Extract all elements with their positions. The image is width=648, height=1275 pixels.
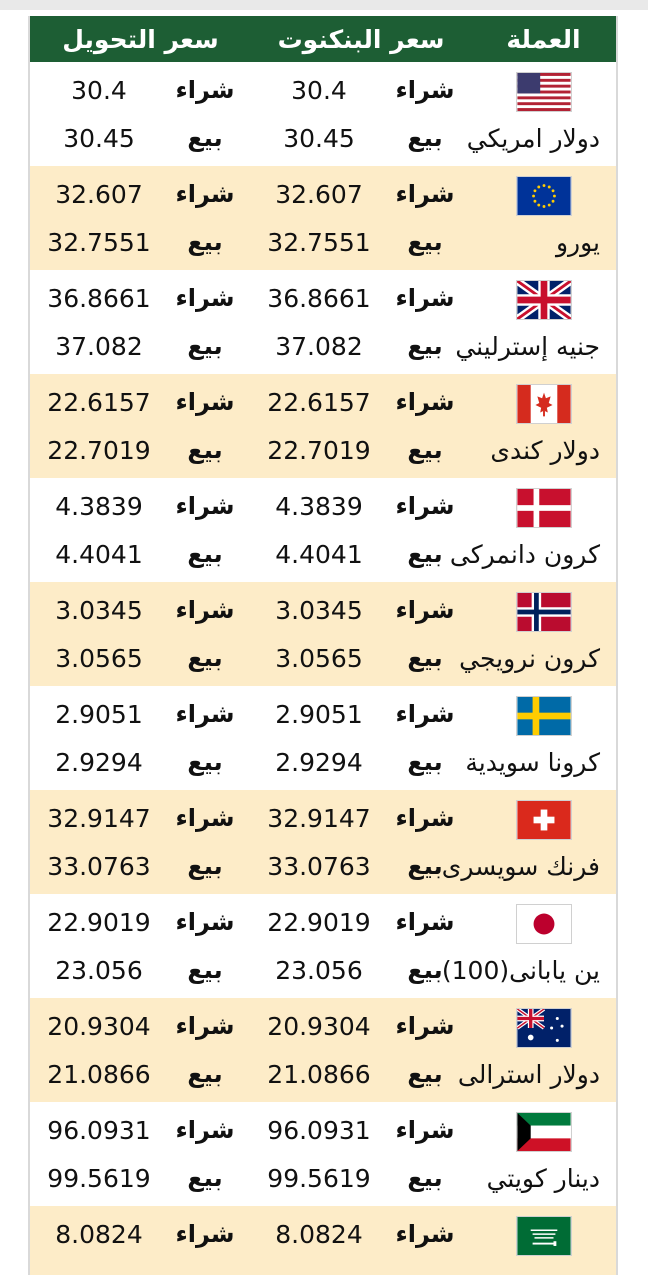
currency-cell xyxy=(465,686,616,790)
transfer-sell-line xyxy=(30,426,251,474)
bank-sell-value: 33.0763 xyxy=(267,851,371,881)
header-bank-rate: سعر البنكنوت xyxy=(277,24,445,54)
sell-label: بيع xyxy=(187,124,223,152)
bank-buy-value: 32.607 xyxy=(275,179,363,209)
buy-label: شراء xyxy=(175,284,235,312)
sell-label: بيع xyxy=(187,852,223,880)
sell-label: بيع xyxy=(407,1060,443,1088)
bank-sell-value: 22.7019 xyxy=(267,435,371,465)
bank-buy-value: 3.0345 xyxy=(275,595,363,625)
sell-label: بيع xyxy=(407,540,443,568)
transfer-sell-line xyxy=(30,1154,251,1202)
currency-cell xyxy=(441,894,616,998)
bank-buy-value: 8.0824 xyxy=(275,1219,363,1249)
bank-sell-line xyxy=(251,530,471,578)
currency-name: فرنك سويسرى xyxy=(441,852,600,881)
australia-flag-icon xyxy=(516,1008,572,1048)
canada-flag-icon xyxy=(516,384,572,424)
table-row xyxy=(30,998,616,1102)
buy-label: شراء xyxy=(395,1116,455,1144)
buy-label: شراء xyxy=(175,388,235,416)
transfer-buy-line xyxy=(30,898,251,946)
sweden-flag-icon xyxy=(516,696,572,736)
bank-buy-value: 4.3839 xyxy=(275,491,363,521)
denmark-flag-icon xyxy=(516,488,572,528)
bank-sell-line xyxy=(251,426,471,474)
buy-label: شراء xyxy=(175,492,235,520)
currency-cell xyxy=(471,374,616,478)
transfer-rate-cell xyxy=(30,790,251,894)
table-header xyxy=(30,16,616,62)
bank-buy-line xyxy=(251,1210,471,1258)
buy-label: شراء xyxy=(175,1012,235,1040)
buy-label: شراء xyxy=(395,284,455,312)
bank-sell-value: 32.7551 xyxy=(267,227,371,257)
buy-label: شراء xyxy=(175,804,235,832)
sell-label: بيع xyxy=(187,1164,223,1192)
switzerland-flag-icon xyxy=(516,800,572,840)
sell-label: بيع xyxy=(187,748,223,776)
currency-cell xyxy=(466,62,616,166)
transfer-buy-value: 22.6157 xyxy=(47,387,151,417)
transfer-buy-value: 96.0931 xyxy=(47,1115,151,1145)
sell-label: بيع xyxy=(187,956,223,984)
buy-label: شراء xyxy=(395,76,455,104)
bank-rate-cell xyxy=(251,478,471,582)
bank-sell-line xyxy=(251,114,471,162)
table-row xyxy=(30,374,616,478)
currency-cell xyxy=(441,790,616,894)
table-row xyxy=(30,582,616,686)
transfer-sell-line xyxy=(30,1258,251,1275)
currency-name: دينار كويتي xyxy=(486,1164,600,1193)
currency-cell xyxy=(449,478,616,582)
transfer-sell-value: 37.082 xyxy=(55,331,143,361)
transfer-rate-cell xyxy=(30,582,251,686)
bank-rate-cell xyxy=(251,686,471,790)
buy-label: شراء xyxy=(395,492,455,520)
transfer-sell-value: 3.0565 xyxy=(55,643,143,673)
bank-rate-cell xyxy=(251,270,471,374)
transfer-rate-cell xyxy=(30,686,251,790)
transfer-buy-line xyxy=(30,170,251,218)
transfer-sell-value: 30.45 xyxy=(63,123,135,153)
sell-label: بيع xyxy=(407,124,443,152)
bank-buy-line xyxy=(251,898,471,946)
buy-label: شراء xyxy=(395,180,455,208)
bank-sell-line xyxy=(251,1258,471,1275)
bank-sell-value: 23.056 xyxy=(275,955,363,985)
japan-flag-icon xyxy=(516,904,572,944)
bank-buy-line xyxy=(251,482,471,530)
buy-label: شراء xyxy=(395,700,455,728)
transfer-buy-line xyxy=(30,690,251,738)
transfer-rate-cell xyxy=(30,166,251,270)
sell-label: بيع xyxy=(187,540,223,568)
bank-sell-line xyxy=(251,218,471,266)
bank-rate-cell xyxy=(251,582,471,686)
transfer-buy-value: 4.3839 xyxy=(55,491,143,521)
uk-flag-icon xyxy=(516,280,572,320)
sell-label: بيع xyxy=(407,748,443,776)
transfer-rate-cell xyxy=(30,270,251,374)
bank-buy-line xyxy=(251,170,471,218)
eu-flag-icon xyxy=(516,176,572,216)
transfer-rate-cell xyxy=(30,1206,251,1275)
bank-buy-line xyxy=(251,690,471,738)
buy-label: شراء xyxy=(395,596,455,624)
kuwait-flag-icon xyxy=(516,1112,572,1152)
buy-label: شراء xyxy=(395,1220,455,1248)
us-flag-icon xyxy=(516,72,572,112)
currency-name: كرون دانمركى xyxy=(449,540,600,569)
transfer-sell-line xyxy=(30,530,251,578)
bank-rate-cell xyxy=(251,894,471,998)
currency-cell xyxy=(459,582,616,686)
bank-buy-value: 20.9304 xyxy=(267,1011,371,1041)
sell-label: بيع xyxy=(407,332,443,360)
transfer-sell-value: 2.9294 xyxy=(55,747,143,777)
bank-sell-line xyxy=(251,1154,471,1202)
buy-label: شراء xyxy=(395,1012,455,1040)
bank-sell-line xyxy=(251,738,471,786)
buy-label: شراء xyxy=(175,76,235,104)
bank-rate-cell xyxy=(251,790,471,894)
transfer-buy-value: 20.9304 xyxy=(47,1011,151,1041)
transfer-sell-line xyxy=(30,218,251,266)
transfer-buy-value: 36.8661 xyxy=(47,283,151,313)
transfer-buy-line xyxy=(30,378,251,426)
transfer-buy-line xyxy=(30,1210,251,1258)
transfer-sell-value: 21.0866 xyxy=(47,1059,151,1089)
norway-flag-icon xyxy=(516,592,572,632)
bank-rate-cell xyxy=(251,166,471,270)
transfer-buy-value: 8.0824 xyxy=(55,1219,143,1249)
bank-rate-cell xyxy=(251,998,471,1102)
transfer-rate-cell xyxy=(30,62,251,166)
sell-label: بيع xyxy=(187,436,223,464)
bank-buy-line xyxy=(251,794,471,842)
bank-sell-value: 21.0866 xyxy=(267,1059,371,1089)
currency-cell xyxy=(457,998,616,1102)
transfer-buy-value: 3.0345 xyxy=(55,595,143,625)
bank-buy-line xyxy=(251,1002,471,1050)
currency-cell xyxy=(471,1102,616,1206)
currency-name: دولار كندى xyxy=(490,436,600,465)
sell-label: بيع xyxy=(407,436,443,464)
currency-cell xyxy=(471,166,616,270)
transfer-sell-value: 33.0763 xyxy=(47,851,151,881)
transfer-buy-line xyxy=(30,586,251,634)
sell-label: بيع xyxy=(407,644,443,672)
sell-label: بيع xyxy=(407,228,443,256)
buy-label: شراء xyxy=(395,908,455,936)
table-row xyxy=(30,166,616,270)
buy-label: شراء xyxy=(175,1220,235,1248)
transfer-sell-line xyxy=(30,946,251,994)
transfer-rate-cell xyxy=(30,478,251,582)
bank-buy-line xyxy=(251,1106,471,1154)
table-row xyxy=(30,1102,616,1206)
buy-label: شراء xyxy=(175,180,235,208)
currency-name: دولار استرالى xyxy=(457,1060,600,1089)
transfer-buy-line xyxy=(30,1106,251,1154)
transfer-buy-value: 30.4 xyxy=(71,75,127,105)
exchange-rate-table xyxy=(28,16,618,1275)
buy-label: شراء xyxy=(175,1116,235,1144)
transfer-rate-cell xyxy=(30,894,251,998)
buy-label: شراء xyxy=(175,908,235,936)
transfer-sell-line xyxy=(30,322,251,370)
buy-label: شراء xyxy=(395,388,455,416)
transfer-rate-cell xyxy=(30,1102,251,1206)
transfer-sell-line xyxy=(30,842,251,890)
bank-sell-line xyxy=(251,946,471,994)
sell-label: بيع xyxy=(407,852,443,880)
table-row xyxy=(30,478,616,582)
transfer-sell-value: 22.7019 xyxy=(47,435,151,465)
transfer-buy-line xyxy=(30,482,251,530)
transfer-sell-value: 99.5619 xyxy=(47,1163,151,1193)
currency-cell xyxy=(471,1206,616,1275)
bank-sell-line xyxy=(251,1050,471,1098)
table-row xyxy=(30,270,616,374)
buy-label: شراء xyxy=(175,700,235,728)
currency-name: ين يابانى(100) xyxy=(441,956,600,985)
transfer-buy-value: 22.9019 xyxy=(47,907,151,937)
sell-label: بيع xyxy=(407,956,443,984)
transfer-buy-value: 32.607 xyxy=(55,179,143,209)
saudi-flag-icon xyxy=(516,1216,572,1256)
bank-sell-line xyxy=(251,634,471,682)
transfer-sell-value: 4.4041 xyxy=(55,539,143,569)
sell-label: بيع xyxy=(187,228,223,256)
table-row xyxy=(30,790,616,894)
currency-name: كرونا سويدية xyxy=(465,748,600,777)
transfer-buy-value: 2.9051 xyxy=(55,699,143,729)
currency-name: كرون نرويجي xyxy=(459,644,600,673)
bank-buy-value: 32.9147 xyxy=(267,803,371,833)
transfer-rate-cell xyxy=(30,998,251,1102)
transfer-sell-value: 23.056 xyxy=(55,955,143,985)
bank-buy-line xyxy=(251,586,471,634)
bank-sell-value: 3.0565 xyxy=(275,643,363,673)
bank-sell-value: 99.5619 xyxy=(267,1163,371,1193)
bank-buy-line xyxy=(251,378,471,426)
transfer-buy-line xyxy=(30,66,251,114)
bank-buy-value: 96.0931 xyxy=(267,1115,371,1145)
bank-buy-value: 36.8661 xyxy=(267,283,371,313)
bank-buy-value: 30.4 xyxy=(291,75,347,105)
bank-buy-line xyxy=(251,66,471,114)
transfer-sell-line xyxy=(30,634,251,682)
transfer-buy-value: 32.9147 xyxy=(47,803,151,833)
transfer-sell-line xyxy=(30,1050,251,1098)
bank-sell-value: 30.45 xyxy=(283,123,355,153)
table-row xyxy=(30,686,616,790)
sell-label: بيع xyxy=(187,332,223,360)
transfer-buy-line xyxy=(30,1002,251,1050)
bank-sell-line xyxy=(251,322,471,370)
sell-label: بيع xyxy=(187,644,223,672)
transfer-sell-value: 32.7551 xyxy=(47,227,151,257)
table-row xyxy=(30,1206,616,1275)
transfer-buy-line xyxy=(30,274,251,322)
sell-label: بيع xyxy=(187,1060,223,1088)
currency-name: جنيه إسترليني xyxy=(455,332,600,361)
transfer-sell-line xyxy=(30,738,251,786)
bank-sell-value: 4.4041 xyxy=(275,539,363,569)
currency-name: دولار امريكي xyxy=(466,124,600,153)
currency-cell xyxy=(455,270,616,374)
transfer-rate-cell xyxy=(30,374,251,478)
bank-sell-line xyxy=(251,842,471,890)
buy-label: شراء xyxy=(395,804,455,832)
transfer-sell-line xyxy=(30,114,251,162)
header-currency: العملة xyxy=(506,24,581,54)
bank-rate-cell xyxy=(251,62,471,166)
bank-rate-cell xyxy=(251,1102,471,1206)
bank-buy-line xyxy=(251,274,471,322)
bank-rate-cell xyxy=(251,1206,471,1275)
bank-sell-value: 2.9294 xyxy=(275,747,363,777)
transfer-buy-line xyxy=(30,794,251,842)
bank-buy-value: 22.9019 xyxy=(267,907,371,937)
table-row xyxy=(30,62,616,166)
bank-rate-cell xyxy=(251,374,471,478)
buy-label: شراء xyxy=(175,596,235,624)
top-edge xyxy=(0,0,648,10)
bank-buy-value: 22.6157 xyxy=(267,387,371,417)
currency-name: يورو xyxy=(555,228,600,257)
bank-buy-value: 2.9051 xyxy=(275,699,363,729)
bank-sell-value: 37.082 xyxy=(275,331,363,361)
header-transfer-rate: سعر التحويل xyxy=(62,24,219,54)
sell-label: بيع xyxy=(407,1164,443,1192)
table-row xyxy=(30,894,616,998)
table-body xyxy=(30,62,616,1275)
